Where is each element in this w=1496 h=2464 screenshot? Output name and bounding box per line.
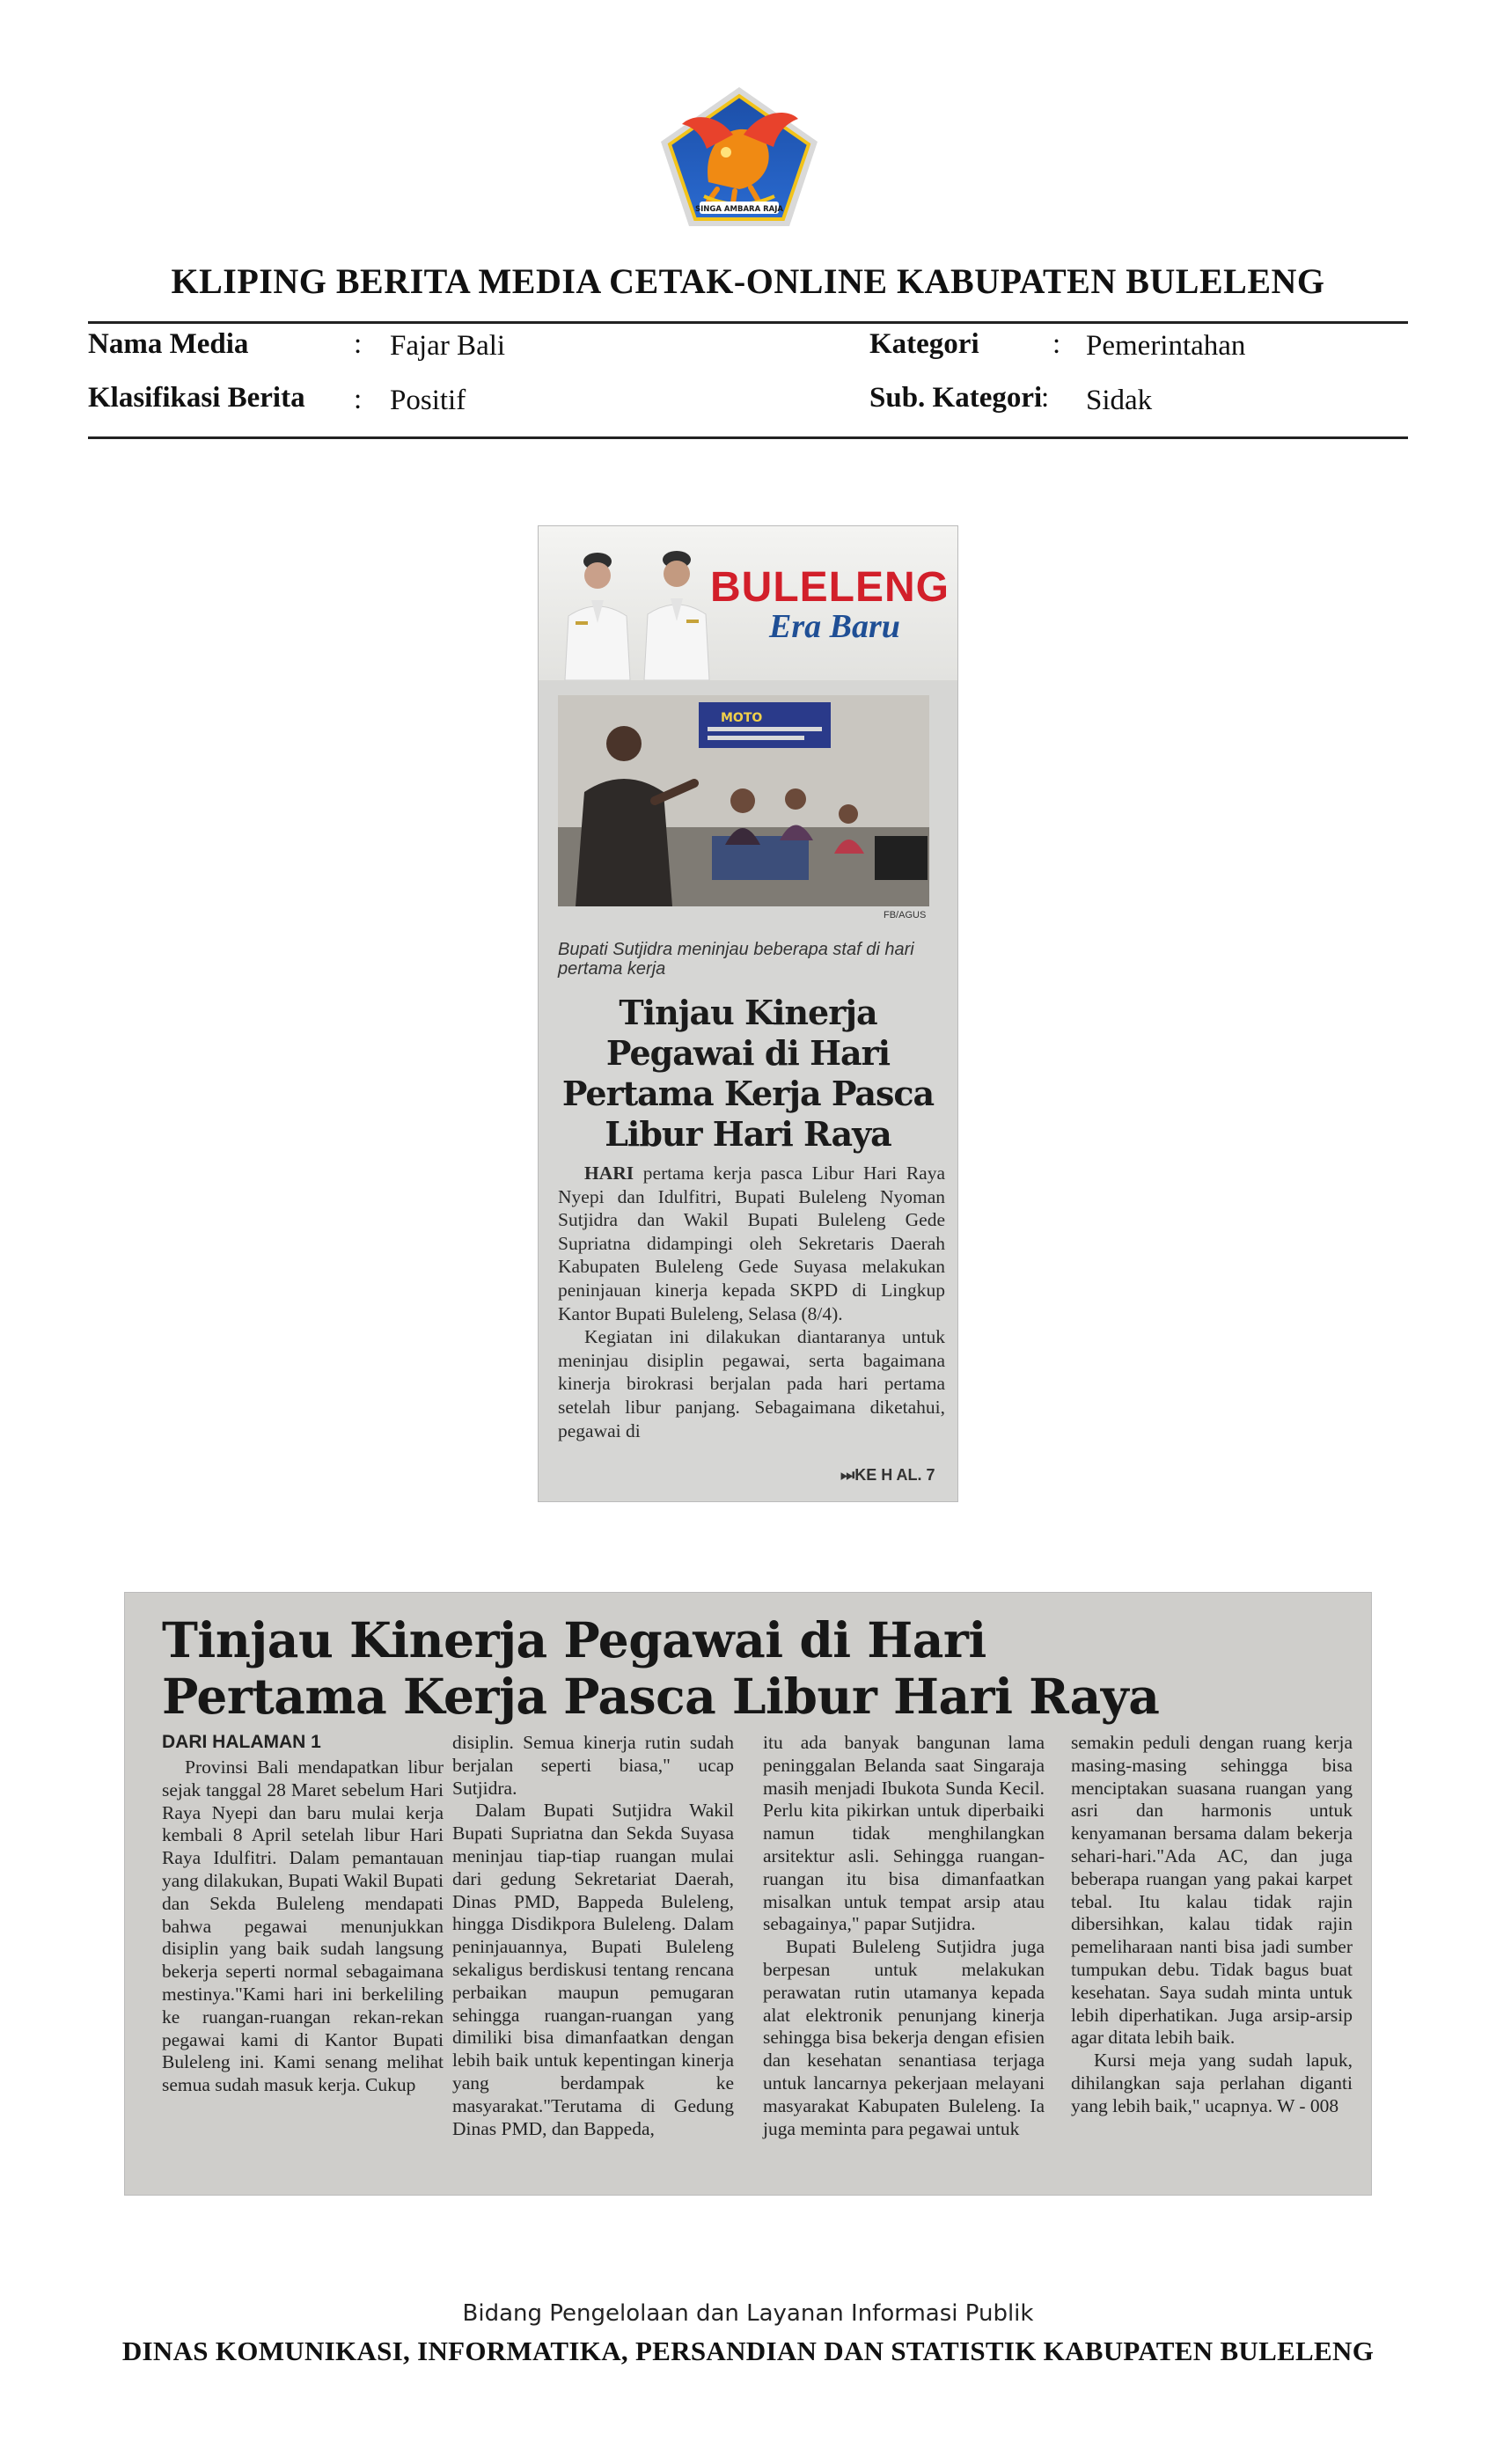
sub-kategori-colon: : bbox=[1041, 382, 1050, 414]
article-column-2 bbox=[452, 1732, 734, 2140]
newspaper-clipping-front-page bbox=[539, 526, 957, 1501]
kategori-label: Kategori bbox=[869, 328, 979, 360]
official-portrait-left bbox=[558, 535, 637, 680]
newspaper-clipping-continuation bbox=[125, 1593, 1371, 2195]
news-photo-office-visit bbox=[558, 695, 929, 906]
article-column-3 bbox=[763, 1732, 1045, 2140]
document-title: KLIPING BERITA MEDIA CETAK-ONLINE KABUPATEN BULELENG bbox=[171, 261, 1325, 301]
banner-subtitle: Era Baru bbox=[769, 608, 900, 645]
footer-agency: DINAS KOMUNIKASI, INFORMATIKA, PERSANDIAN DAN STATISTIK KABUPATEN BULELENG bbox=[121, 2336, 1375, 2366]
buleleng-emblem-logo bbox=[656, 84, 823, 233]
sub-kategori-value: Sidak bbox=[1086, 385, 1153, 416]
top-rule bbox=[88, 321, 1408, 324]
official-portrait-right bbox=[637, 535, 716, 680]
photo-caption: Bupati Sutjidra meninjau beberapa staf di hari pertama kerja bbox=[558, 940, 914, 979]
column-3-text-a: itu ada banyak bangunan lama peninggalan Belanda saat Singaraja masih menjadi Ibukota Sunda Kecil. Perlu kita pikirkan untuk diperbaiki namun tidak menghilangkan arsitektur asli. Sehingga ruangan-ruangan itu bisa dimanfaatkan misalkan untuk tempat arsip atau sebagainya," papar Sutjidra. bbox=[763, 1732, 1045, 1935]
nama-media-label: Nama Media bbox=[88, 328, 249, 360]
buleleng-era-baru-banner bbox=[539, 526, 957, 680]
article-column-4 bbox=[1071, 1732, 1353, 2118]
banner-word: BULELENG bbox=[710, 564, 950, 611]
front-headline: Tinjau Kinerja Pegawai di Hari Pertama Kerja Pasca Libur Hari Raya bbox=[561, 993, 935, 1154]
klasifikasi-value: Positif bbox=[390, 385, 466, 416]
article-column-1 bbox=[162, 1756, 444, 2097]
column-4-text-b: Kursi meja yang sudah lapuk, dihilangkan saja perlahan diganti yang lebih baik," ucapnya. W - 008 bbox=[1071, 2050, 1353, 2116]
column-3-text-b: Bupati Buleleng Sutjidra juga berpesan untuk melakukan perawatan rutin utamanya kepada alat elektronik penunjang kinerja sehingga bisa bekerja dengan efisien dan kesehatan senantiasa terjaga untuk lancarnya pekerjaan melayani masyarakat Kabupaten Buleleng. Ia juga meminta para pegawai untuk bbox=[763, 1936, 1045, 2139]
nama-media-colon: : bbox=[354, 328, 363, 360]
kategori-value: Pemerintahan bbox=[1086, 330, 1246, 362]
photo-sign-text: MOTO bbox=[721, 711, 763, 725]
front-article-body bbox=[558, 1162, 945, 1442]
bottom-rule bbox=[88, 436, 1408, 439]
logo-motto: SINGA AMBARA RAJA bbox=[695, 205, 783, 214]
front-paragraph-2: Kegiatan ini dilakukan diantaranya untuk meninjau disiplin pegawai, serta bagaimana kinerja birokrasi berjalan pada hari pertama setelah libur panjang. Sebagaimana diketahui, pegawai di bbox=[558, 1326, 945, 1441]
column-2-text-b: Dalam Bupati Sutjidra Wakil Bupati Supriatna dan Sekda Suyasa meninjau tiap-tiap ruangan mulai dari gedung Sekretariat Daerah, Dinas PMD, Bappeda Buleleng, hingga Disdikpora Buleleng. Dalam peninjauannya, Bupati Buleleng sekaligus berdiskusi tentang rencana perbaikan maupun pemugaran sehingga ruangan-ruangan yang dimiliki bisa dimanfaatkan dengan lebih baik untuk kepentingan kinerja yang berdampak ke masyarakat."Terutama di Gedung Dinas PMD, dan Bappeda, bbox=[452, 1800, 734, 2139]
continued-on-page: ⏭KE H AL. 7 bbox=[840, 1466, 935, 1484]
kategori-colon: : bbox=[1052, 328, 1061, 360]
continuation-headline: Tinjau Kinerja Pegawai di Hari Pertama Kerja Pasca Libur Hari Raya bbox=[162, 1611, 1160, 1725]
continued-label: KE H AL. 7 bbox=[854, 1466, 935, 1484]
column-1-text: Provinsi Bali mendapatkan libur sejak tanggal 28 Maret sebelum Hari Raya Nyepi dan baru mulai kerja kembali 8 April setelah libur Hari Raya Idulfitri. Dalam pemantauan yang dilakukan, Bupati Wakil Bupati dan Sekda Buleleng mendapati bahwa pegawai menunjukkan disiplin yang baik sudah langsung bekerja seperti normal sebagaimana mestinya."Kami hari ini berkeliling ke ruangan-ruangan rekan-rekan pegawai kami di Kantor Bupati Buleleng ini. Kami senang melihat semua sudah masuk kerja. Cukup bbox=[162, 1756, 444, 2096]
klasifikasi-label: Klasifikasi Berita bbox=[88, 382, 305, 414]
photo-credit: FB/AGUS bbox=[884, 910, 927, 920]
sub-kategori-label: Sub. Kategori bbox=[869, 382, 1043, 414]
klasifikasi-colon: : bbox=[354, 384, 363, 415]
column-4-text-a: semakin peduli dengan ruang kerja masing-masing sehingga bisa menciptakan suasana ruangan yang asri dan harmonis untuk kenyamanan bersama dalam bekerja sehari-hari."Ada AC, dan juga beberapa ruangan yang pakai karpet tebal. Itu kalau tidak rajin dibersihkan, kalau tidak rajin pemeliharaan nanti bisa jadi sumber tumpukan debu. Tidak bagus buat kesehatan. Saya sudah minta untuk lebih diperhatikan. Juga arsip-arsip agar ditata lebih baik. bbox=[1071, 1732, 1353, 2049]
from-page-label: DARI HALAMAN 1 bbox=[162, 1732, 321, 1752]
column-2-text-a: disiplin. Semua kinerja rutin sudah berjalan seperti biasa," ucap Sutjidra. bbox=[452, 1732, 734, 1799]
nama-media-value: Fajar Bali bbox=[390, 330, 506, 362]
lead-word: HARI bbox=[584, 1162, 634, 1184]
front-paragraph-1: pertama kerja pasca Libur Hari Raya Nyepi dan Idulfitri, Bupati Buleleng Nyoman Sutjidra dan Wakil Bupati Buleleng Gede Supriatna didampingi oleh Sekretaris Daerah Kabupaten Buleleng Gede Suyasa melakukan peninjauan kinerja kepada SKPD di Lingkup Kantor Bupati Buleleng, Selasa (8/4). bbox=[558, 1162, 945, 1324]
footer-division: Bidang Pengelolaan dan Layanan Informasi Publik bbox=[462, 2300, 1034, 2327]
